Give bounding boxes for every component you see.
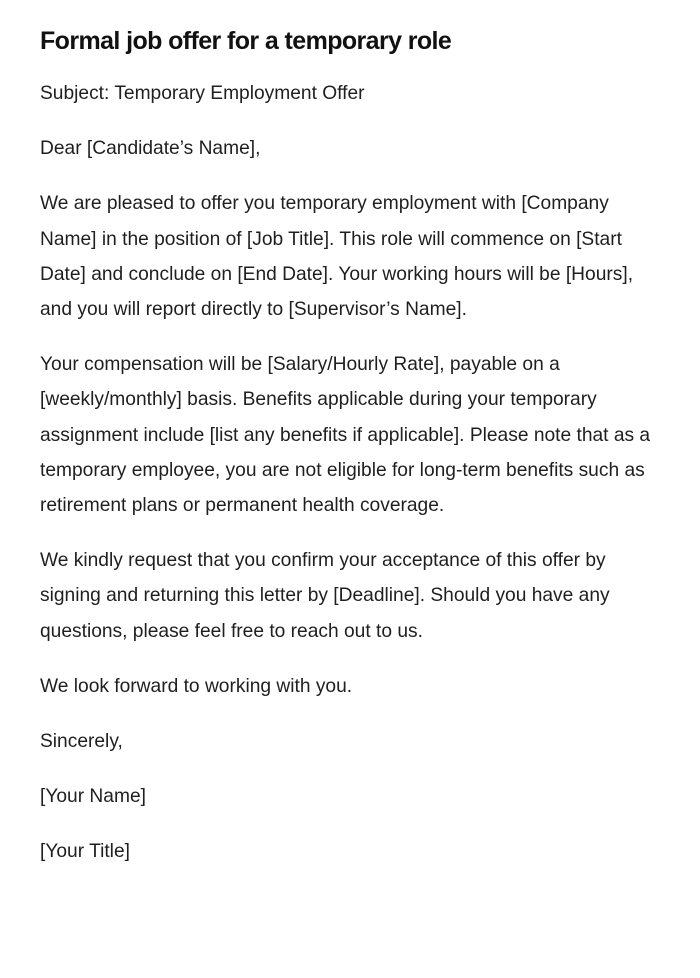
document-title: Formal job offer for a temporary role — [40, 27, 452, 55]
subject-line: Subject: Temporary Employment Offer — [40, 83, 365, 104]
closing-remark: We look forward to working with you. — [40, 675, 353, 697]
signer-name: [Your Name] — [40, 786, 146, 808]
body-paragraph-compensation: Your compensation will be [Salary/Hourly Rate], payable on a [weekly/monthly] basis. Benefits applicable during your temporary assignment include [list any benefits if applicable]. Please note that as a temporary employee, you are not eligible for long-term benefits such as retirement plans or permanent health coverage. — [40, 354, 651, 517]
body-paragraph-acceptance: We kindly request that you confirm your acceptance of this offer by signing and returning this letter by [Deadline]. Should you have any questions, please feel free to reach out to us. — [40, 550, 610, 642]
sign-off: Sincerely, — [40, 731, 123, 753]
signer-title: [Your Title] — [40, 841, 130, 863]
salutation: Dear [Candidate’s Name], — [40, 138, 261, 160]
body-paragraph-position: We are pleased to offer you temporary employment with [Company Name] in the position of [Job Title]. This role will commence on [Start Date] and conclude on [End Date]. Your working hours will be [Hours], and you will report directly to [Supervisor’s Name]. — [40, 193, 634, 321]
